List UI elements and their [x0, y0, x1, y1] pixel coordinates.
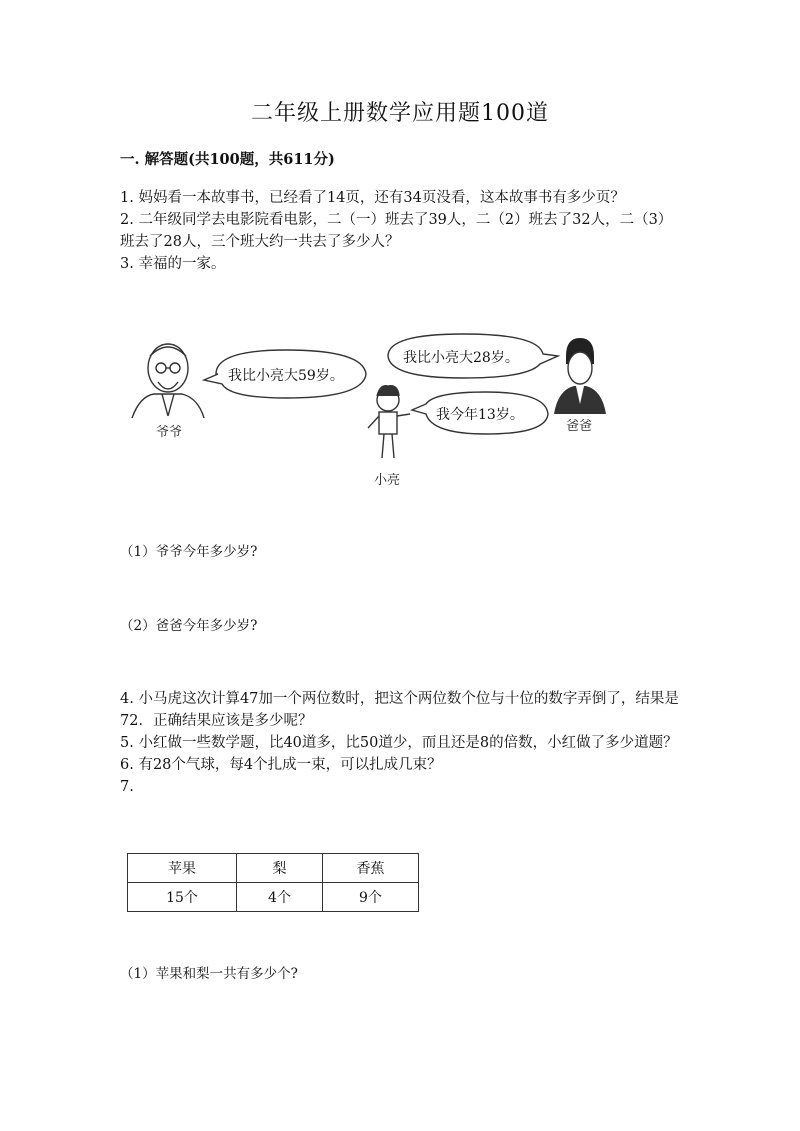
- dad-speech-bubble: [388, 334, 558, 378]
- table-header-row: [128, 854, 419, 883]
- boy-label: 小亮: [374, 473, 401, 488]
- question-3: 3. 幸福的一家。: [120, 256, 226, 272]
- value-banana: 9个: [323, 883, 419, 912]
- grandpa-figure: [132, 344, 204, 418]
- dad-figure: [554, 338, 606, 414]
- question-1: 1. 妈妈看一本故事书，已经看了14页，还有34页没看，这本故事书有多少页？: [120, 190, 625, 206]
- fruit-count-table: [127, 853, 419, 912]
- question-list-a: [120, 187, 685, 275]
- page-title: 二年级上册数学应用题100道: [251, 101, 549, 126]
- question-7: 7.: [120, 779, 134, 795]
- dad-speech-text: 我比小亮大28岁。: [403, 350, 519, 366]
- sub-question-3-1: （1）爷爷今年多少岁?: [120, 544, 258, 560]
- section-heading: 一. 解答题(共100题，共611分): [120, 151, 335, 168]
- boy-figure: [368, 386, 410, 458]
- question-4: 4. 小马虎这次计算47加一个两位数时，把这个两位数个位与十位的数字弄倒了，结果是72．正确结果应该是多少呢？: [120, 691, 679, 729]
- header-apple: 苹果: [128, 854, 237, 883]
- question-5: 5. 小红做一些数学题，比40道多，比50道少，而且还是8的倍数，小红做了多少道题？: [120, 735, 678, 751]
- question-2: 2. 二年级同学去电影院看电影，二（一）班去了39人，二（2）班去了32人，二（3）班去了28人，三个班大约一共去了多少人？: [120, 212, 673, 250]
- table-row: [128, 883, 419, 912]
- value-apple: 15个: [128, 883, 237, 912]
- boy-speech-text: 我今年13岁。: [436, 407, 524, 423]
- family-illustration: [118, 318, 628, 498]
- grandpa-label: 爷爷: [156, 425, 183, 440]
- dad-label: 爸爸: [566, 419, 593, 434]
- value-pear: 4个: [237, 883, 323, 912]
- sub-question-7-1: （1）苹果和梨一共有多少个?: [120, 966, 298, 982]
- question-list-b: [120, 688, 685, 798]
- boy-speech-bubble: [412, 392, 548, 434]
- grandpa-speech-text: 我比小亮大59岁。: [228, 368, 344, 384]
- question-6: 6. 有28个气球，每4个扎成一束，可以扎成几束？: [120, 757, 442, 773]
- header-banana: 香蕉: [323, 854, 419, 883]
- sub-question-3-2: （2）爸爸今年多少岁?: [120, 618, 258, 634]
- grandpa-speech-bubble: [204, 350, 366, 398]
- header-pear: 梨: [237, 854, 323, 883]
